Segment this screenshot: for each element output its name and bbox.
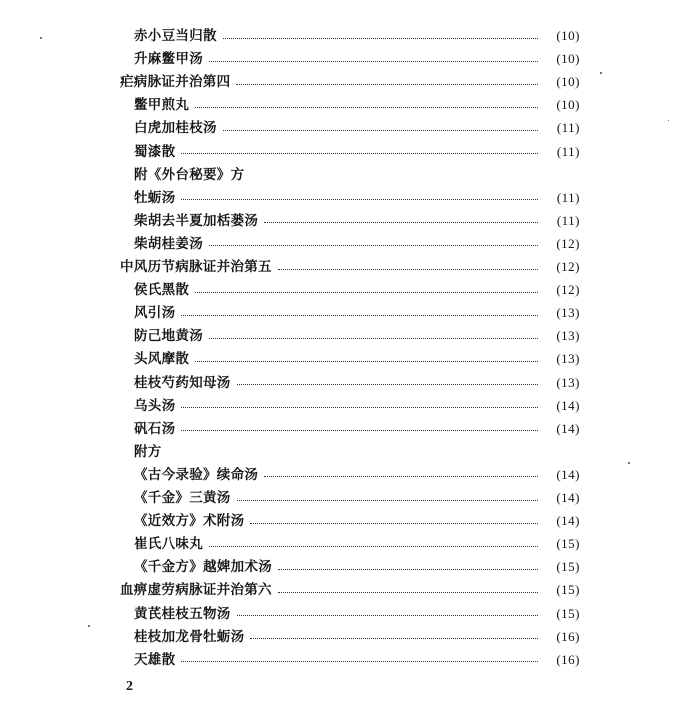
toc-entry-title: 黄芪桂枝五物汤 <box>134 605 231 622</box>
toc-entry-page: (13) <box>556 351 580 367</box>
toc-entry-title: 头风摩散 <box>134 351 190 368</box>
toc-entry-title: 柴胡桂姜汤 <box>134 235 203 252</box>
toc-entry-page: (14) <box>556 466 580 482</box>
toc-entry-title: 牡蛎汤 <box>134 189 176 206</box>
dot-leader <box>181 199 538 200</box>
toc-entry-title: 防己地黄汤 <box>134 328 203 345</box>
dot-leader <box>181 661 538 662</box>
toc-entry-title: 赤小豆当归散 <box>134 28 217 44</box>
toc-entry <box>134 487 580 509</box>
toc-entry-title: 侯氏黑散 <box>134 282 190 299</box>
toc-chapter-entry <box>120 579 580 601</box>
toc-chapter-entry <box>120 71 580 93</box>
dot-leader <box>278 569 538 570</box>
toc-entry <box>134 141 580 163</box>
toc-entry-page: (13) <box>556 374 580 390</box>
dot-leader <box>223 130 538 131</box>
dot-leader <box>181 430 538 431</box>
toc-entry-page: (13) <box>556 305 580 321</box>
dot-leader <box>195 107 538 108</box>
toc-entry-page: (15) <box>556 582 580 598</box>
dot-leader <box>223 38 538 39</box>
toc-entry <box>134 464 580 486</box>
toc-entry-page: (15) <box>556 605 580 621</box>
toc-entry-page: (10) <box>556 97 580 113</box>
toc-entry <box>134 510 580 532</box>
toc-entry-page: (15) <box>556 536 580 552</box>
toc-entry-title: 乌头汤 <box>134 397 176 414</box>
toc-entry-title: 《千金》三黄汤 <box>134 490 231 506</box>
toc-entry-title: 《近效方》术附汤 <box>134 513 245 530</box>
toc-entry <box>134 441 580 463</box>
toc-entry <box>134 395 580 417</box>
toc-entry-title: 《古今录验》续命汤 <box>134 466 259 483</box>
dot-leader <box>209 546 538 547</box>
toc-entry-title: 附《外台秘要》方 <box>134 166 245 183</box>
toc-entry <box>134 210 580 232</box>
dot-leader <box>195 292 538 293</box>
toc-entry <box>134 348 580 370</box>
toc-entry-page: (10) <box>556 74 580 90</box>
toc-entry <box>134 164 580 186</box>
toc-entry-page: (14) <box>556 397 580 413</box>
toc-entry-page: (11) <box>556 189 580 205</box>
dot-leader <box>209 61 538 62</box>
dot-leader <box>209 338 538 339</box>
toc-entry-page: (12) <box>556 235 580 251</box>
dot-leader <box>278 592 538 593</box>
toc-entry-title: 矾石汤 <box>134 420 176 437</box>
dot-leader <box>181 153 538 154</box>
toc-entry-title: 升麻鳖甲汤 <box>134 51 203 68</box>
dot-leader <box>181 407 538 408</box>
toc-entry-title: 天雄散 <box>134 651 176 668</box>
dot-leader <box>236 84 538 85</box>
toc-entry <box>134 603 580 625</box>
toc-entry <box>134 94 580 116</box>
dot-leader <box>278 269 538 270</box>
toc-entry-title: 崔氏八味丸 <box>134 536 203 553</box>
toc-entry-page: (14) <box>556 490 580 505</box>
toc-entry-page: (14) <box>556 420 580 436</box>
scan-speck <box>628 462 630 464</box>
page-number: 2 <box>126 679 133 694</box>
toc-entry-title: 蜀漆散 <box>134 143 176 160</box>
toc-entry-title: 血痹虚劳病脉证并治第六 <box>120 582 272 599</box>
scan-speck <box>88 625 90 627</box>
toc-entry-page: (15) <box>556 559 580 575</box>
toc-entry <box>134 649 580 671</box>
scan-speck <box>668 120 669 121</box>
toc-entry <box>134 556 580 578</box>
toc-entry <box>134 372 580 394</box>
toc-entry-title: 中风历节病脉证并治第五 <box>120 259 272 275</box>
toc-entry <box>134 117 580 139</box>
dot-leader <box>264 476 538 477</box>
toc-entry <box>134 187 580 209</box>
toc-entry <box>134 325 580 347</box>
toc-entry-page: (11) <box>556 143 580 159</box>
toc-entry-page: (16) <box>556 628 580 644</box>
toc-entry <box>134 302 580 324</box>
toc-entry-page: (10) <box>556 28 580 43</box>
dot-leader <box>264 222 538 223</box>
dot-leader <box>250 638 538 639</box>
toc-entry-title: 附方 <box>134 443 162 460</box>
dot-leader <box>181 315 538 316</box>
toc-entry-title: 风引汤 <box>134 305 176 322</box>
toc-entry-page: (11) <box>556 212 580 228</box>
scan-speck <box>600 72 602 74</box>
toc-entry-title: 柴胡去半夏加栝蒌汤 <box>134 212 259 229</box>
toc-entry <box>134 48 580 70</box>
toc-entry <box>134 25 580 47</box>
toc-entry <box>134 533 580 555</box>
dot-leader <box>195 361 538 362</box>
toc-entry <box>134 626 580 648</box>
dot-leader <box>237 615 538 616</box>
toc-chapter-entry <box>120 256 580 278</box>
toc-entry-page: (10) <box>556 51 580 67</box>
dot-leader <box>237 500 538 501</box>
toc-entry-page: (12) <box>556 282 580 298</box>
toc-entry-title: 《千金方》越婢加术汤 <box>134 559 272 576</box>
toc-entry-page: (14) <box>556 513 580 529</box>
scan-speck <box>40 37 42 39</box>
toc-entry-title: 桂枝加龙骨牡蛎汤 <box>134 628 245 645</box>
toc-entry <box>134 418 580 440</box>
toc-entry-title: 白虎加桂枝汤 <box>134 120 217 137</box>
toc-entry-page: (16) <box>556 651 580 667</box>
toc-entry-page: (11) <box>556 120 580 136</box>
toc-entry-page: (12) <box>556 259 580 274</box>
toc-entry-page: (13) <box>556 328 580 344</box>
toc-entry-title: 鳖甲煎丸 <box>134 97 190 114</box>
toc-entry-title: 桂枝芍药知母汤 <box>134 374 231 391</box>
toc-entry <box>134 279 580 301</box>
dot-leader <box>237 384 538 385</box>
toc-entry-title: 疟病脉证并治第四 <box>120 74 231 91</box>
dot-leader <box>209 245 538 246</box>
toc-entry <box>134 233 580 255</box>
dot-leader <box>250 523 538 524</box>
